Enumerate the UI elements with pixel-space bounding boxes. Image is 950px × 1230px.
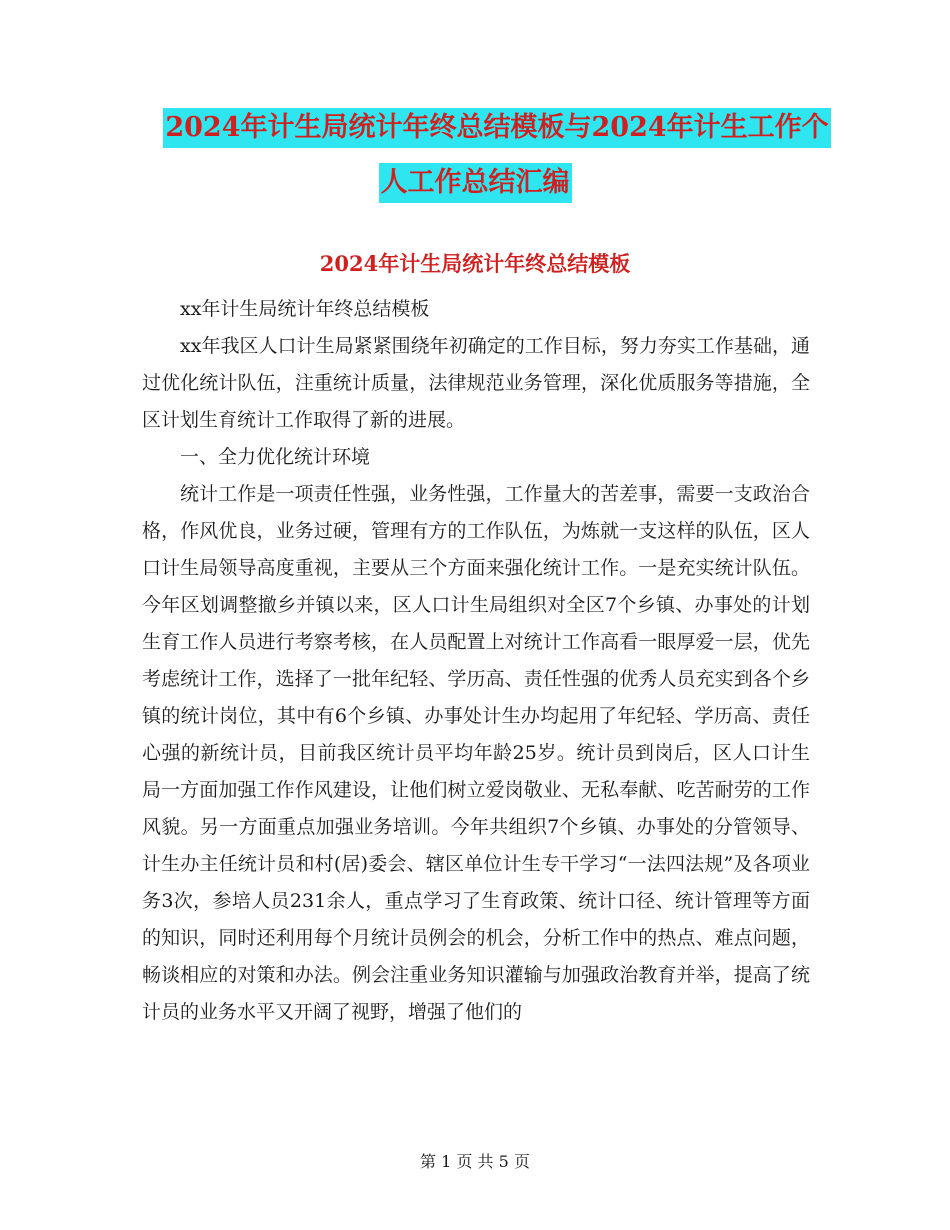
footer-total-pages: 5	[498, 1152, 509, 1171]
main-title-line-2: 人工作总结汇编	[379, 163, 572, 203]
footer-label-page: 第	[420, 1152, 437, 1171]
document-body	[142, 291, 810, 1031]
paragraph: 统计工作是一项责任性强，业务性强，工作量大的苦差事，需要一支政治合格，作风优良，业务过硬，管理有方的工作队伍，为炼就一支这样的队伍，区人口计生局领导高度重视，主要从三个方面来强化统计工作。一是充实统计队伍。今年区划调整撤乡并镇以来，区人口计生局组织对全区7个乡镇、办事处的计划生育工作人员进行考察考核，在人员配置上对统计工作高看一眼厚爱一层，优先考虑统计工作，选择了一批年纪轻、学历高、责任性强的优秀人员充实到各个乡镇的统计岗位，其中有6个乡镇、办事处计生办均起用了年纪轻、学历高、责任心强的新统计员，目前我区统计员平均年龄25岁。统计员到岗后，区人口计生局一方面加强工作作风建设，让他们树立爱岗敬业、无私奉献、吃苦耐劳的工作风貌。另一方面重点加强业务培训。今年共组织7个乡镇、办事处的分管领导、计生办主任统计员和村(居)委会、辖区单位计生专干学习“一法四法规”及各项业务3次，参培人员231余人，重点学习了生育政策、统计口径、统计管理等方面的知识，同时还利用每个月统计员例会的机会，分析工作中的热点、难点问题，畅谈相应的对策和办法。例会注重业务知识灌输与加强政治教育并举，提高了统计员的业务水平又开阔了视野，增强了他们的	[142, 483, 810, 1023]
footer-label-page-unit: 页	[456, 1152, 473, 1171]
section-title: 2024年计生局统计年终总结模板	[319, 251, 631, 276]
footer-current-page: 1	[441, 1152, 452, 1171]
paragraph: xx年我区人口计生局紧紧围绕年初确定的工作目标，努力夯实工作基础，通过优化统计队伍，注重统计质量，法律规范业务管理，深化优质服务等措施，全区计划生育统计工作取得了新的进展。	[142, 335, 810, 431]
page-footer	[0, 1150, 950, 1174]
paragraph: xx年计生局统计年终总结模板	[180, 298, 430, 320]
main-title-line-1: 2024年计生局统计年终总结模板与2024年计生工作个	[163, 108, 830, 148]
main-title	[0, 108, 950, 203]
section-heading: 一、全力优化统计环境	[180, 446, 371, 468]
footer-label-total-unit: 页	[513, 1152, 530, 1171]
footer-label-total: 共	[477, 1152, 494, 1171]
